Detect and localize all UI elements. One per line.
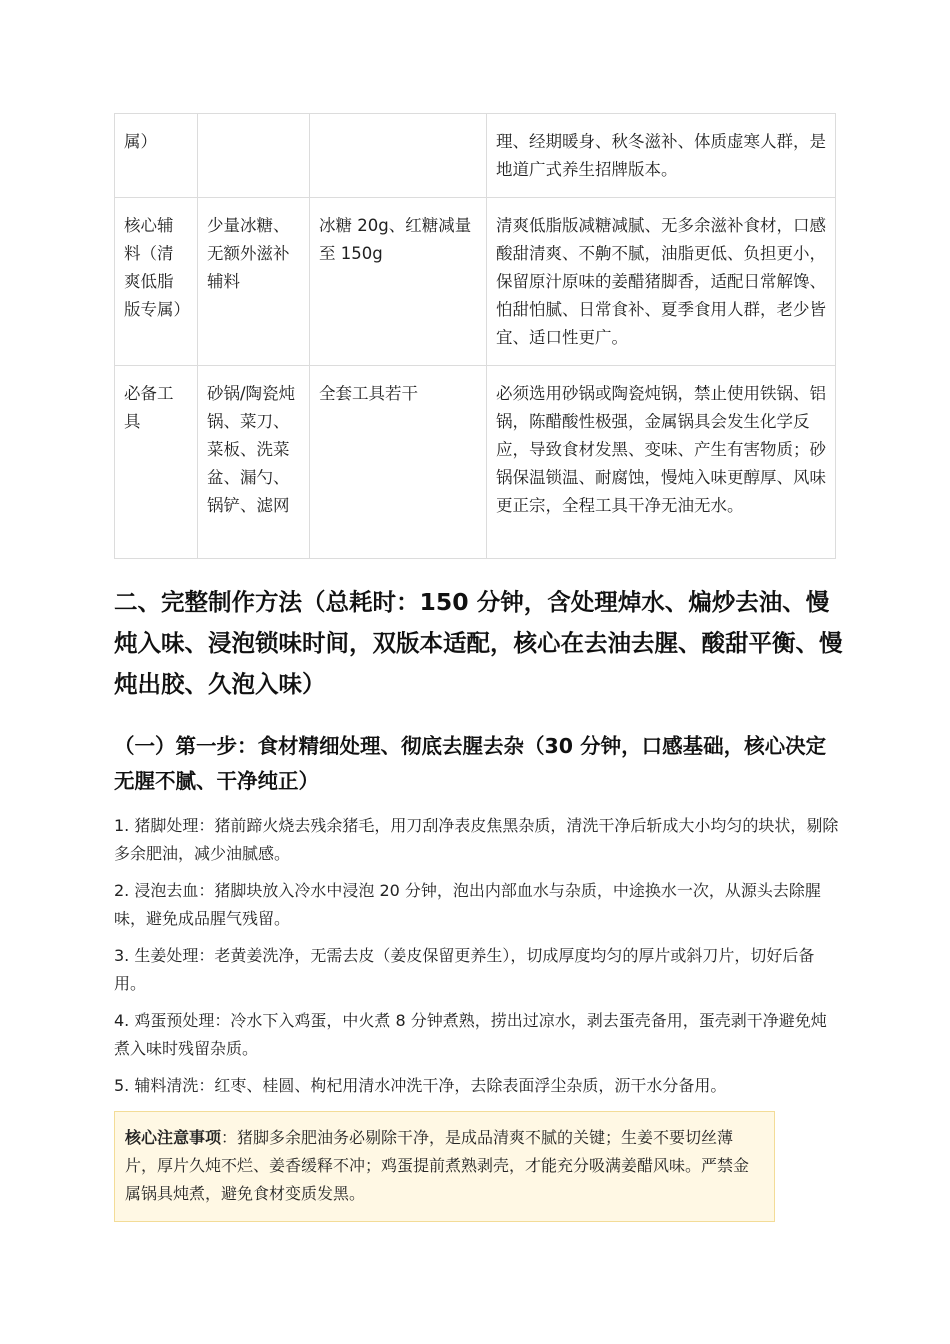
- table-cell: 理、经期暖身、秋冬滋补、体质虚寒人群，是地道广式养生招牌版本。: [487, 114, 836, 198]
- list-item: 1. 猪脚处理：猪前蹄火烧去残余猪毛，用刀刮净表皮焦黑杂质，清洗干净后斩成大小均匀的块状，剔除多余肥油，减少油腻感。: [114, 816, 839, 863]
- ingredients-table: [114, 113, 836, 559]
- table-cell: 清爽低脂版减糖减腻、无多余滋补食材，口感酸甜清爽、不齁不腻，油脂更低、负担更小，保留原汁原味的姜醋猪脚香，适配日常解馋、怕甜怕腻、日常食补、夏季食用人群，老少皆宜、适口性更广。: [487, 198, 836, 366]
- note-label: 核心注意事项: [125, 1128, 222, 1147]
- note-text: ：猪脚多余肥油务必剔除干净，是成品清爽不腻的关键；生姜不要切丝薄片，厚片久炖不烂、姜香缓释不冲；鸡蛋提前煮熟剥壳，才能充分吸满姜醋风味。严禁金属锅具炖煮，避免食材变质发黑。: [125, 1128, 750, 1203]
- table-cell: 核心辅料（清爽低脂版专属）: [115, 198, 198, 366]
- table-cell: 砂锅/陶瓷炖锅、菜刀、菜板、洗菜盆、漏勺、锅铲、滤网: [198, 366, 310, 559]
- table-cell: 全套工具若干: [310, 366, 487, 559]
- list-item: 4. 鸡蛋预处理：冷水下入鸡蛋，中火煮 8 分钟煮熟，捞出过凉水，剥去蛋壳备用，蛋壳剥干净避免炖煮入味时残留杂质。: [114, 1011, 827, 1058]
- table-cell: [198, 114, 310, 198]
- table-cell: 属）: [115, 114, 198, 198]
- table-row: [115, 114, 836, 198]
- note-callout: [114, 1111, 775, 1222]
- table-cell: 必须选用砂锅或陶瓷炖锅，禁止使用铁锅、铝锅，陈醋酸性极强，金属锅具会发生化学反应，导致食材发黑、变味、产生有害物质；砂锅保温锁温、耐腐蚀，慢炖入味更醇厚、风味更正宗，全程工具干净无油无水。: [487, 366, 836, 559]
- step-list: [114, 812, 839, 1109]
- table-cell: 少量冰糖、无额外滋补辅料: [198, 198, 310, 366]
- table-cell: 必备工具: [115, 366, 198, 559]
- table-row: [115, 366, 836, 559]
- table-cell: [310, 114, 487, 198]
- table-cell: 冰糖 20g、红糖减量至 150g: [310, 198, 487, 366]
- section-heading: 二、完整制作方法（总耗时：150 分钟，含处理焯水、煸炒去油、慢炖入味、浸泡锁味时间，双版本适配，核心在去油去腥、酸甜平衡、慢炖出胶、久泡入味）: [114, 588, 843, 698]
- list-item: 2. 浸泡去血：猪脚块放入冷水中浸泡 20 分钟，泡出内部血水与杂质，中途换水一次，从源头去除腥味，避免成品腥气残留。: [114, 881, 821, 928]
- table-row: [115, 198, 836, 366]
- list-item: 5. 辅料清洗：红枣、桂圆、枸杞用清水冲洗干净，去除表面浮尘杂质，沥干水分备用。: [114, 1076, 727, 1095]
- subsection-heading: （一）第一步：食材精细处理、彻底去腥去杂（30 分钟，口感基础，核心决定无腥不腻、干净纯正）: [114, 734, 827, 793]
- list-item: 3. 生姜处理：老黄姜洗净，无需去皮（姜皮保留更养生），切成厚度均匀的厚片或斜刀片，切好后备用。: [114, 946, 815, 993]
